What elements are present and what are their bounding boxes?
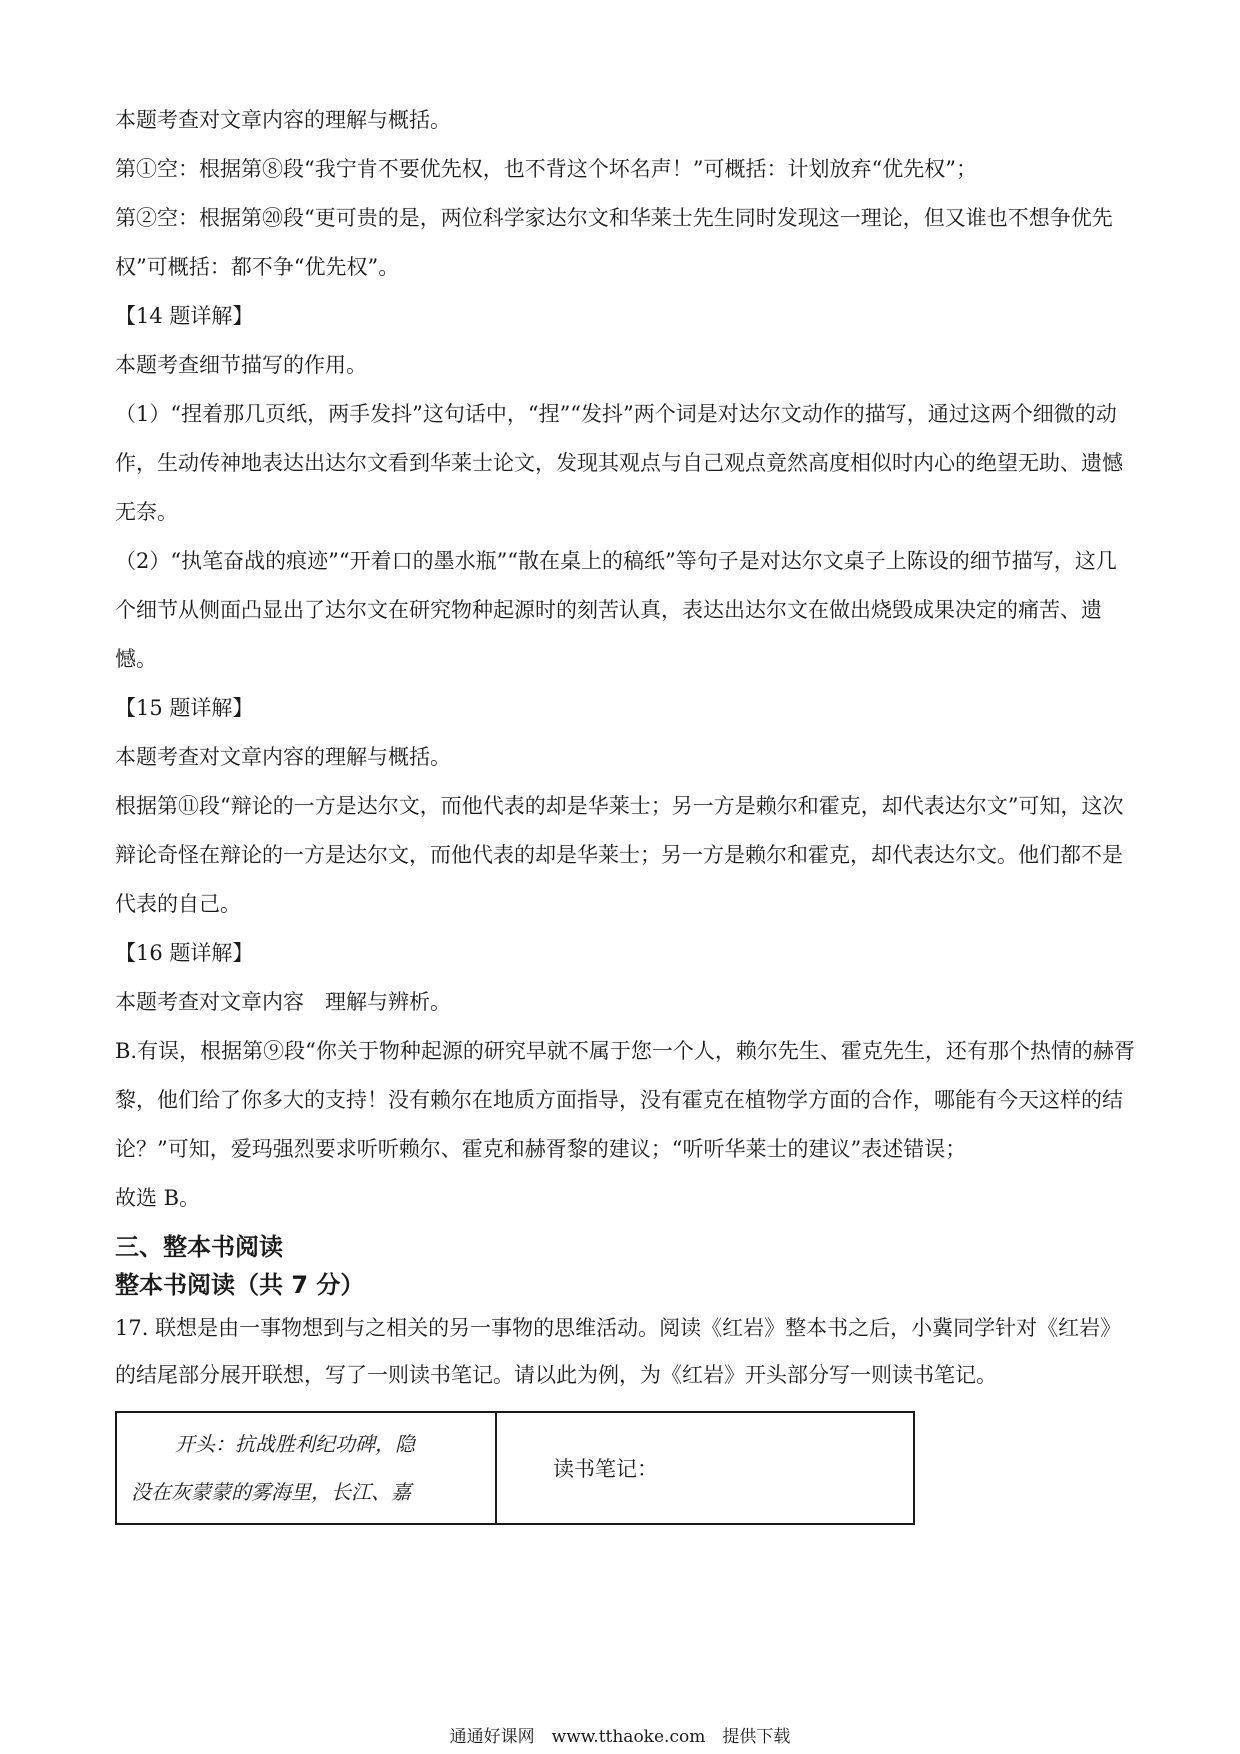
paragraph: 根据第⑪段“辩论的一方是达尔文，而他代表的却是华莱士；另一方是赖尔和霍克，却代表达尔文”可知，这次辩论奇怪在辩论的一方是达尔文，而他代表的却是华莱士；另一方是赖尔和霍克，却代表达尔文。他们都不是代表的自己。 [115,794,1124,916]
reading-note-label: 读书笔记： [553,1457,658,1481]
paragraph: 本题考查对文章内容的理解与概括。 [115,108,451,132]
section-16-heading: 【16 题详解】 [115,941,254,965]
paragraph: 本题考查对文章内容的理解与概括。 [115,745,451,769]
question-17: 17. 联想是由一事物想到与之相关的另一事物的思维活动。阅读《红岩》整本书之后，小冀同学针对《红岩》的结尾部分展开联想，写了一则读书笔记。请以此为例，为《红岩》开头部分写一则读书笔记。 [115,1316,1122,1387]
paragraph: 故选 B。 [115,1186,201,1210]
paragraph: 本题考查细节描写的作用。 [115,353,367,377]
paragraph: （1）“捏着那几页纸，两手发抖”这句话中，“捏”“发抖”两个词是对达尔文动作的描写，通过这两个细微的动作，生动传神地表达出达尔文看到华莱士论文，发现其观点与自己观点竟然高度相似时内心的绝望无助、遗憾无奈。 [115,402,1123,524]
paragraph: 第①空：根据第⑧段“我宁肯不要优先权，也不背这个坏名声！”可概括：计划放弃“优先权”； [115,157,977,181]
example-line: 开头：抗战胜利纪功碑，隐 [175,1432,415,1456]
page-footer: 通通好课网 www.tthaoke.com 提供下载 [449,1727,791,1747]
example-line: 没在灰蒙蒙的雾海里，长江、嘉 [131,1480,411,1504]
paragraph: 本题考查对文章内容 理解与辨析。 [115,990,451,1014]
reading-note-cell[interactable] [496,1412,914,1524]
example-cell [116,1412,496,1524]
subsection-title: 整本书阅读（共 7 分） [115,1271,365,1299]
paragraph: 第②空：根据第⑳段“更可贵的是，两位科学家达尔文和华莱士先生同时发现这一理论，但又谁也不想争优先权”可概括：都不争“优先权”。 [115,206,1113,279]
section-15-heading: 【15 题详解】 [115,696,254,720]
section-14-heading: 【14 题详解】 [115,304,254,328]
paragraph: （2）“执笔奋战的痕迹”“开着口的墨水瓶”“散在桌上的稿纸”等句子是对达尔文桌子上陈设的细节描写，这几个细节从侧面凸显出了达尔文在研究物种起源时的刻苦认真，表达出达尔文在做出烧毁成果决定的痛苦、遗憾。 [115,549,1117,671]
section-title: 三、整本书阅读 [115,1233,283,1261]
paragraph: B.有误，根据第⑨段“你关于物种起源的研究早就不属于您一个人，赖尔先生、霍克先生，还有那个热情的赫胥黎，他们给了你多大的支持！没有赖尔在地质方面指导，没有霍克在植物学方面的合作，哪能有今天这样的结论？”可知，爱玛强烈要求听听赖尔、霍克和赫胥黎的建议；“听听华莱士的建议”表述错误； [115,1039,1135,1161]
reading-note-table [115,1411,915,1525]
document-body [115,96,1135,1525]
